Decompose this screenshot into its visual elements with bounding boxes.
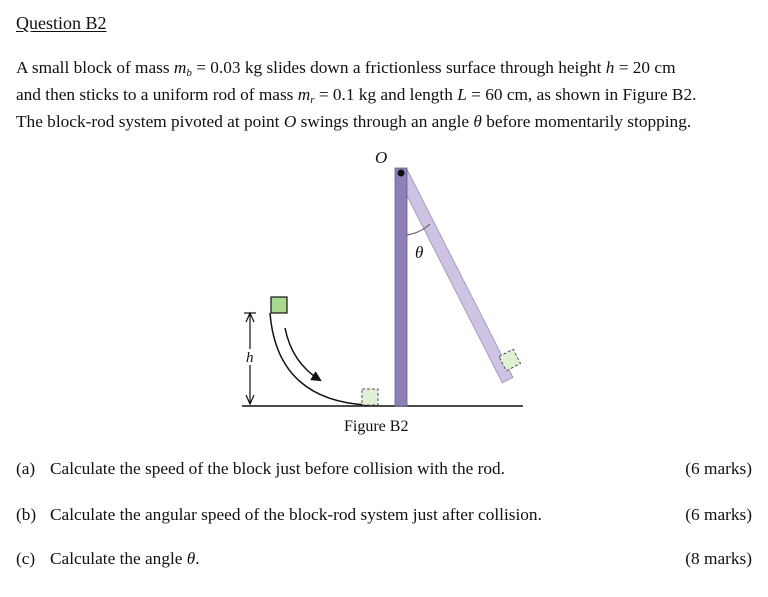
question-c-marks: (8 marks) [685, 549, 752, 568]
pivot-point [398, 170, 405, 177]
question-b-label: (b) [16, 505, 37, 524]
label-h: h [246, 350, 254, 366]
question-b-marks: (6 marks) [685, 505, 752, 524]
question-a-text: Calculate the speed of the block just before collision with the rod. [50, 459, 505, 478]
question-a-label: (a) [16, 459, 36, 478]
question-title: Question B2 [16, 13, 107, 33]
question-a-marks: (6 marks) [685, 459, 752, 478]
statement-line-1: A small block of mass $m_b = 0.03$ kg slides down a frictionless surface through height h = 20 cm [16, 58, 676, 79]
rod-vertical [395, 168, 407, 406]
statement-line-2: and then sticks to a uniform rod of mass $m_r = 0.1$ kg and length L = 60 cm, as shown in Figure B2. [16, 85, 697, 106]
block-at-collision [362, 389, 378, 405]
block-initial [271, 297, 287, 313]
label-O: O [375, 148, 388, 167]
question-c-label: (c) [16, 549, 36, 568]
curved-track [270, 313, 367, 405]
rod-swung [397, 170, 513, 383]
question-c-text: Calculate the angle θ. [50, 549, 200, 568]
question-a [16, 459, 505, 479]
question-c [16, 549, 200, 569]
figure-caption: Figure B2 [344, 418, 409, 435]
statement-line-3: The block-rod system pivoted at point O swings through an angle θ before momentarily stopping. [16, 112, 692, 131]
label-theta: θ [415, 243, 424, 262]
question-b [16, 505, 542, 525]
question-b-text: Calculate the angular speed of the block-rod system just after collision. [50, 505, 542, 524]
